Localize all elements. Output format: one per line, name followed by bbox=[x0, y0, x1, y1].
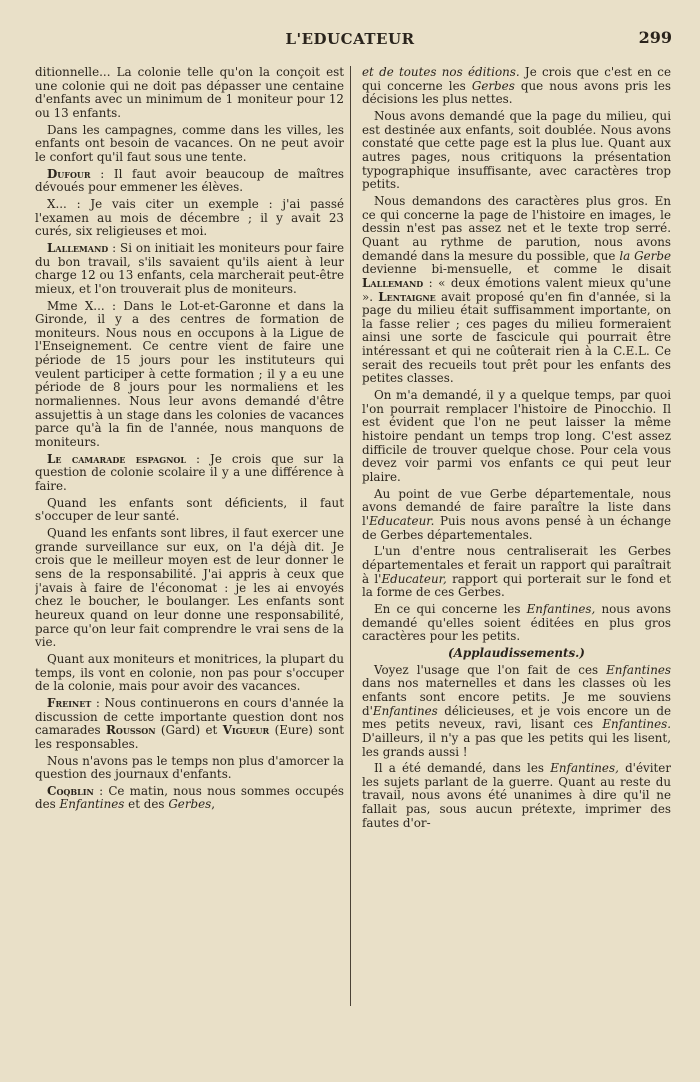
speaker-name: Dufour bbox=[47, 166, 91, 181]
paragraph bbox=[35, 300, 344, 450]
text: : « deux émotions valent mieux qu'une ». bbox=[362, 275, 671, 304]
applause-note: (Applaudissements.) bbox=[448, 645, 585, 660]
text: dans nos maternelles et dans les classes où les enfants sont encore petits. Je me souviens d' bbox=[362, 676, 671, 718]
title-ref: Enfantines bbox=[372, 703, 438, 718]
speech-text: : Si on initiait les moniteurs pour faire du bon travail, s'ils savaient qu'ils aient à leur charge 12 ou 13 enfants, cela marcherait peut-être mieux, et l'on trouverait plus de moniteurs. bbox=[35, 240, 344, 296]
speech-text: (Gard) et bbox=[155, 723, 223, 738]
title-ref: Enfantines bbox=[606, 662, 671, 677]
speaker-name: Coqblin bbox=[47, 783, 94, 798]
speaker-name: Lallemand bbox=[362, 275, 424, 290]
title-ref: Enfantines, bbox=[526, 601, 596, 616]
paragraph bbox=[362, 603, 671, 644]
speech-text: (Eure) sont les responsables. bbox=[35, 723, 344, 751]
paragraph bbox=[362, 762, 671, 830]
text: d'éviter les sujets parlant de la guerre. Quant au reste du travail, nous avons été unanimes à dire qu'il ne fallait pas, sous aucun prétexte, imprimer des fautes d'or- bbox=[362, 761, 671, 830]
speech-text: : Dans le Lot-et-Garonne et dans la Gironde, il y a des centres de formation de moniteurs. Nous nous en occupons à la Ligue de l'Enseignement. Ce centre vient de faire une période de 15 jours pour les instituteurs qui veulent participer à cette formation ; il y a eu une période de 8 jours pour les normaliens et les normaliennes. Nous leur avons demandé d'être assujettis à un stage dans les colonies de vacances parce qu'à la fin de l'année, nous manquons de moniteurs. bbox=[35, 298, 344, 450]
paragraph bbox=[362, 195, 671, 386]
speech-text: , bbox=[211, 797, 216, 812]
title-ref: Gerbes bbox=[471, 78, 515, 93]
person-name: Rousson bbox=[106, 723, 156, 738]
paragraph: Quand les enfants sont déficients, il faut s'occuper de leur santé. bbox=[35, 495, 344, 524]
title-ref: Enfantines bbox=[59, 797, 125, 812]
title-ref: Educateur. bbox=[369, 514, 435, 528]
paragraph: On m'a demandé, il y a quelque temps, par quoi l'on pourrait remplacer l'histoire de Pinocchio. Il est évident que l'on ne peut laisser la même histoire pendant un temps trop long. C'est assez difficile de trouver quelque chose. Pour cela vous devez voir parmi vos enfants ce qui peut leur plaire. bbox=[362, 388, 671, 485]
paragraph bbox=[362, 488, 671, 543]
italic-text: et de toutes nos éditions. bbox=[362, 66, 520, 79]
text: nous avons demandé qu'elles soient éditées en plus gros caractères pour les petits. bbox=[362, 601, 671, 644]
paragraph bbox=[35, 168, 344, 195]
text: Je crois que c'est en ce qui concerne les bbox=[362, 66, 671, 93]
paragraph bbox=[35, 697, 344, 752]
speech-text: : Ce matin, nous nous sommes occupés des bbox=[35, 783, 344, 812]
text: Il a été demandé, dans les bbox=[374, 761, 551, 776]
title-ref: la Gerbe bbox=[619, 248, 671, 263]
paragraph bbox=[35, 242, 344, 297]
paragraph bbox=[35, 785, 344, 812]
paragraph bbox=[362, 66, 671, 107]
speaker-name: Mme X... bbox=[47, 298, 105, 313]
paragraph bbox=[362, 545, 671, 600]
column-divider bbox=[350, 66, 351, 1006]
title-ref: Gerbes bbox=[168, 797, 212, 812]
person-name: Vigueur bbox=[222, 723, 270, 738]
speaker-name: Lentaigne bbox=[378, 289, 436, 304]
paragraph: Quant aux moniteurs et monitrices, la plupart du temps, ils vont en colonie, non pas pour s'occuper de la colonie, mais pour avoir des vacances. bbox=[35, 651, 344, 694]
speech-text: et des bbox=[124, 797, 169, 812]
paragraph: Nous n'avons pas le temps non plus d'amorcer la question des journaux d'enfants. bbox=[35, 753, 344, 782]
paragraph: ditionnelle... La colonie telle qu'on la conçoit est une colonie qui ne doit pas dépasser une centaine d'enfants avec un minimum de 1 moniteur pour 12 ou 13 enfants. bbox=[35, 66, 344, 120]
speaker-name: Le camarade espagnol bbox=[47, 451, 186, 466]
paragraph bbox=[362, 664, 671, 760]
text: Au point de vue Gerbe départementale, nous avons demandé de faire paraître la liste dans l' bbox=[362, 486, 671, 528]
speech-text: : Je crois que sur la question de colonie scolaire il y a une différence à faire. bbox=[35, 451, 344, 494]
paragraph: X... : Je vais citer un exemple : j'ai passé l'examen au mois de décembre ; il y avait 23 curés, six religieuses et moi. bbox=[35, 196, 344, 239]
page-number: 299 bbox=[638, 28, 672, 47]
text: Voyez l'usage que l'on fait de ces bbox=[374, 662, 607, 677]
text: rapport qui porterait sur le fond et la forme de ces Gerbes. bbox=[362, 571, 671, 600]
paragraph: Quand les enfants sont libres, il faut exercer une grande surveillance sur eux, on l'a déjà dit. Je crois que le meilleur moyen est de leur donner le sens de la responsabilité. J'ai appris à ceux que j'avais à faire de l'économat : je les ai envoyés chez le boucher, le boulanger. Les enfants sont heureux quand on leur donne une responsabilité, parce qu'on leur fait comprendre le vrai sens de la vie. bbox=[35, 526, 344, 650]
speaker-name: Freinet bbox=[47, 695, 92, 710]
speech-text: : Il faut avoir beaucoup de maîtres dévoués pour emmener les élèves. bbox=[35, 166, 344, 195]
running-header-title: L'EDUCATEUR bbox=[285, 30, 415, 48]
text: devienne bi-mensuelle, et comme le disait bbox=[362, 262, 671, 277]
text: Puis nous avons pensé à un échange de Gerbes départementales. bbox=[362, 514, 671, 542]
title-ref: Educateur, bbox=[381, 571, 447, 586]
text: Nous demandons des caractères plus gros. En ce qui concerne la page de l'histoire en images, le dessin n'est pas assez net et le texte trop serré. Quant au rythme de parution, nous avons demandé dans la mesure du possible, que bbox=[362, 193, 671, 263]
text: que nous avons pris les décisions les plus nettes. bbox=[362, 78, 671, 107]
paragraph bbox=[35, 453, 344, 494]
speaker-name: Lallemand bbox=[47, 240, 109, 255]
paragraph: Dans les campagnes, comme dans les villes, les enfants ont besoin de vacances. On ne peut avoir le confort qu'il faut sous une tente. bbox=[35, 122, 344, 164]
left-column bbox=[35, 66, 344, 1066]
text: L'un d'entre nous centraliserait les Gerbes départementales et ferait un rapport qui paraîtrait à l' bbox=[362, 544, 671, 586]
paragraph: Nous avons demandé que la page du milieu, qui est destinée aux enfants, soit doublée. Nous avons constaté que cette page est la plus lue. Quant aux autres pages, nous critiquons la présentation typographique insuffisante, avec caractères trop petits. bbox=[362, 108, 671, 192]
text: D'ailleurs, il n'y a pas que les petits qui les lisent, les grands aussi ! bbox=[362, 730, 671, 759]
speech-text: : Nous continuerons en cours d'année la discussion de cette importante question dont nos camarades bbox=[35, 695, 344, 738]
right-column bbox=[362, 66, 671, 1066]
title-ref: Enfantines, bbox=[550, 761, 619, 776]
text: avait proposé qu'en fin d'année, si la page du milieu était suffisamment importante, on la fasse relier ; ces pages du milieu formeraient ainsi une sorte de fascicule qui pourrait être intéressant et qui ne coûterait rien à la C.E.L. Ce serait des recueils tout prêt pour les enfants des petites classes. bbox=[362, 289, 671, 386]
title-ref: Enfantines. bbox=[602, 717, 671, 732]
text: En ce qui concerne les bbox=[374, 601, 527, 616]
text: délicieuses, et je vois encore un de mes petits neveux, ravi, lisant ces bbox=[362, 703, 671, 732]
